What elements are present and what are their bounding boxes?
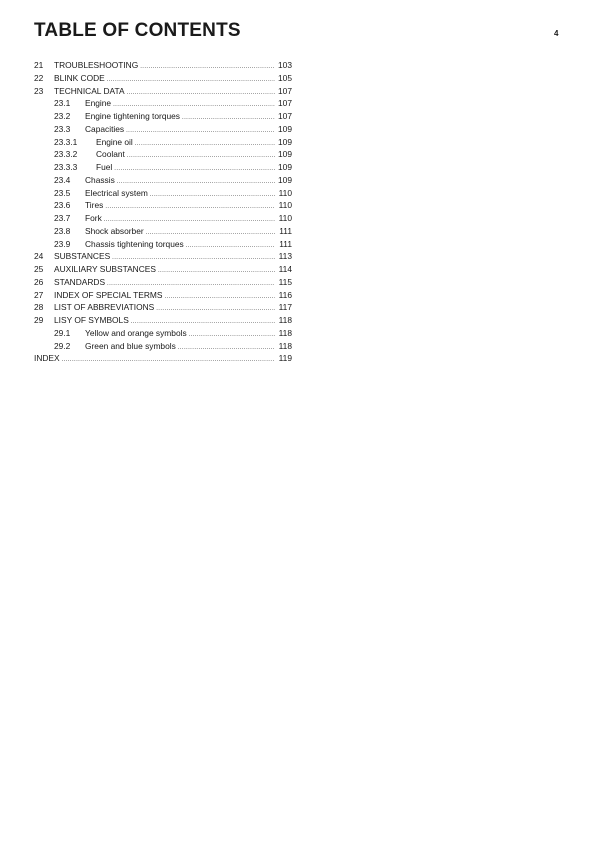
toc-entry-title: Engine tightening torques (85, 111, 180, 121)
toc-entry[interactable] (34, 110, 292, 123)
table-of-contents (34, 59, 292, 365)
toc-entry-number: 23.6 (54, 200, 71, 211)
toc-entry-title: Fork (85, 213, 102, 223)
toc-entry-page: 109 (278, 162, 292, 172)
toc-dot-leader (182, 112, 275, 125)
toc-entry-number: 27 (34, 289, 44, 300)
toc-entry[interactable] (34, 314, 292, 327)
toc-entry[interactable] (34, 225, 292, 238)
toc-entry-page: 115 (278, 276, 292, 287)
toc-entry[interactable] (34, 199, 292, 212)
toc-entry-page: 107 (278, 111, 292, 121)
toc-entry-title: Green and blue symbols (85, 340, 176, 351)
toc-dot-leader (178, 342, 275, 355)
toc-entry[interactable] (34, 340, 292, 353)
toc-entry[interactable] (34, 250, 292, 263)
toc-dot-leader (189, 329, 275, 342)
toc-entry-title: TROUBLESHOOTING (54, 60, 139, 70)
toc-entry[interactable] (34, 174, 292, 187)
toc-entry[interactable] (34, 59, 292, 72)
page-number: 4 (554, 29, 559, 38)
toc-entry-page: 116 (278, 289, 292, 300)
toc-entry-title: INDEX (34, 353, 60, 364)
toc-entry-number: 25 (34, 264, 44, 274)
toc-entry[interactable] (34, 187, 292, 200)
toc-entry[interactable] (34, 161, 292, 174)
toc-entry-title: SUBSTANCES (54, 251, 111, 262)
toc-entry-number: 23.5 (54, 187, 71, 198)
toc-entry-title: BLINK CODE (54, 72, 105, 83)
toc-entry-number: 29.1 (54, 327, 71, 338)
toc-dot-leader (164, 291, 275, 304)
toc-entry-title: Fuel (96, 162, 113, 172)
toc-entry-page: 111 (279, 238, 292, 249)
toc-entry-number: 29 (34, 315, 44, 325)
toc-entry-number: 23.2 (54, 111, 71, 121)
toc-dot-leader (62, 354, 275, 367)
toc-entry-page: 109 (278, 136, 292, 147)
toc-entry-title: AUXILIARY SUBSTANCES (54, 264, 156, 274)
toc-entry-page: 107 (278, 98, 292, 109)
toc-entry[interactable] (34, 352, 292, 365)
toc-entry-number: 23.3.1 (54, 136, 78, 147)
toc-entry[interactable] (34, 276, 292, 289)
toc-dot-leader (127, 150, 275, 163)
toc-entry-page: 113 (278, 251, 292, 262)
toc-entry-number: 28 (34, 302, 44, 313)
toc-entry-page: 109 (278, 123, 292, 134)
toc-entry-number: 23.3.3 (54, 162, 78, 172)
toc-dot-leader (114, 163, 275, 176)
toc-entry-title: Yellow and orange symbols (85, 327, 187, 338)
toc-dot-leader (127, 87, 275, 100)
toc-dot-leader (186, 240, 275, 253)
toc-entry-number: 23.1 (54, 98, 71, 109)
toc-entry-number: 23.3.2 (54, 149, 78, 160)
toc-entry[interactable] (34, 212, 292, 225)
page-title: TABLE OF CONTENTS (34, 20, 241, 41)
toc-dot-leader (156, 303, 275, 316)
toc-entry-number: 21 (34, 60, 44, 70)
toc-entry[interactable] (34, 263, 292, 276)
toc-entry-page: 117 (278, 302, 292, 313)
toc-dot-leader (107, 74, 275, 87)
toc-entry-page: 118 (278, 315, 292, 325)
toc-entry-number: 22 (34, 72, 44, 83)
toc-entry-number: 23 (34, 85, 44, 96)
toc-entry-title: Capacities (85, 123, 125, 134)
toc-entry[interactable] (34, 72, 292, 85)
toc-entry[interactable] (34, 238, 292, 251)
toc-entry-number: 23.4 (54, 174, 71, 185)
toc-entry-page: 110 (278, 200, 292, 211)
toc-entry-number: 23.7 (54, 213, 71, 223)
toc-entry-number: 23.3 (54, 123, 71, 134)
toc-entry-page: 110 (278, 187, 292, 198)
toc-entry-title: STANDARDS (54, 276, 106, 287)
toc-dot-leader (140, 61, 275, 74)
toc-entry-page: 107 (278, 85, 292, 96)
toc-entry-page: 111 (279, 225, 292, 236)
toc-dot-leader (158, 265, 275, 278)
toc-entry-title: TECHNICAL DATA (54, 85, 125, 96)
toc-entry-title: LISY OF SYMBOLS (54, 315, 129, 325)
toc-entry-number: 29.2 (54, 340, 71, 351)
toc-entry-title: LIST OF ABBREVIATIONS (54, 302, 155, 313)
toc-entry-number: 23.8 (54, 225, 71, 236)
toc-entry-title: Electrical system (85, 187, 148, 198)
toc-entry-page: 109 (278, 149, 292, 160)
toc-entry-title: Engine (85, 98, 112, 109)
toc-entry-number: 23.9 (54, 238, 71, 249)
toc-dot-leader (135, 138, 275, 151)
toc-entry-title: Shock absorber (85, 225, 144, 236)
toc-entry[interactable] (34, 136, 292, 149)
toc-entry-page: 109 (278, 174, 292, 185)
toc-entry[interactable] (34, 85, 292, 98)
toc-entry-number: 26 (34, 276, 44, 287)
toc-entry[interactable] (34, 97, 292, 110)
toc-entry-title: Chassis (85, 174, 115, 185)
toc-dot-leader (150, 189, 275, 202)
toc-entry[interactable] (34, 301, 292, 314)
toc-entry-title: Chassis tightening torques (85, 238, 184, 249)
toc-entry-title: Coolant (96, 149, 125, 160)
toc-entry[interactable] (34, 148, 292, 161)
toc-entry-page: 119 (278, 353, 292, 364)
toc-entry-title: Tires (85, 200, 104, 211)
toc-entry-page: 118 (278, 340, 292, 351)
toc-dot-leader (126, 125, 275, 138)
toc-entry[interactable] (34, 123, 292, 136)
toc-entry-page: 110 (278, 213, 292, 223)
toc-entry-title: Engine oil (96, 136, 133, 147)
toc-entry-title: INDEX OF SPECIAL TERMS (54, 289, 163, 300)
toc-entry-number: 24 (34, 251, 44, 262)
toc-entry-page: 114 (278, 264, 292, 274)
toc-entry[interactable] (34, 327, 292, 340)
toc-entry-page: 103 (278, 60, 292, 70)
toc-entry-page: 118 (278, 327, 292, 338)
toc-entry-page: 105 (278, 72, 292, 83)
toc-dot-leader (105, 201, 275, 214)
